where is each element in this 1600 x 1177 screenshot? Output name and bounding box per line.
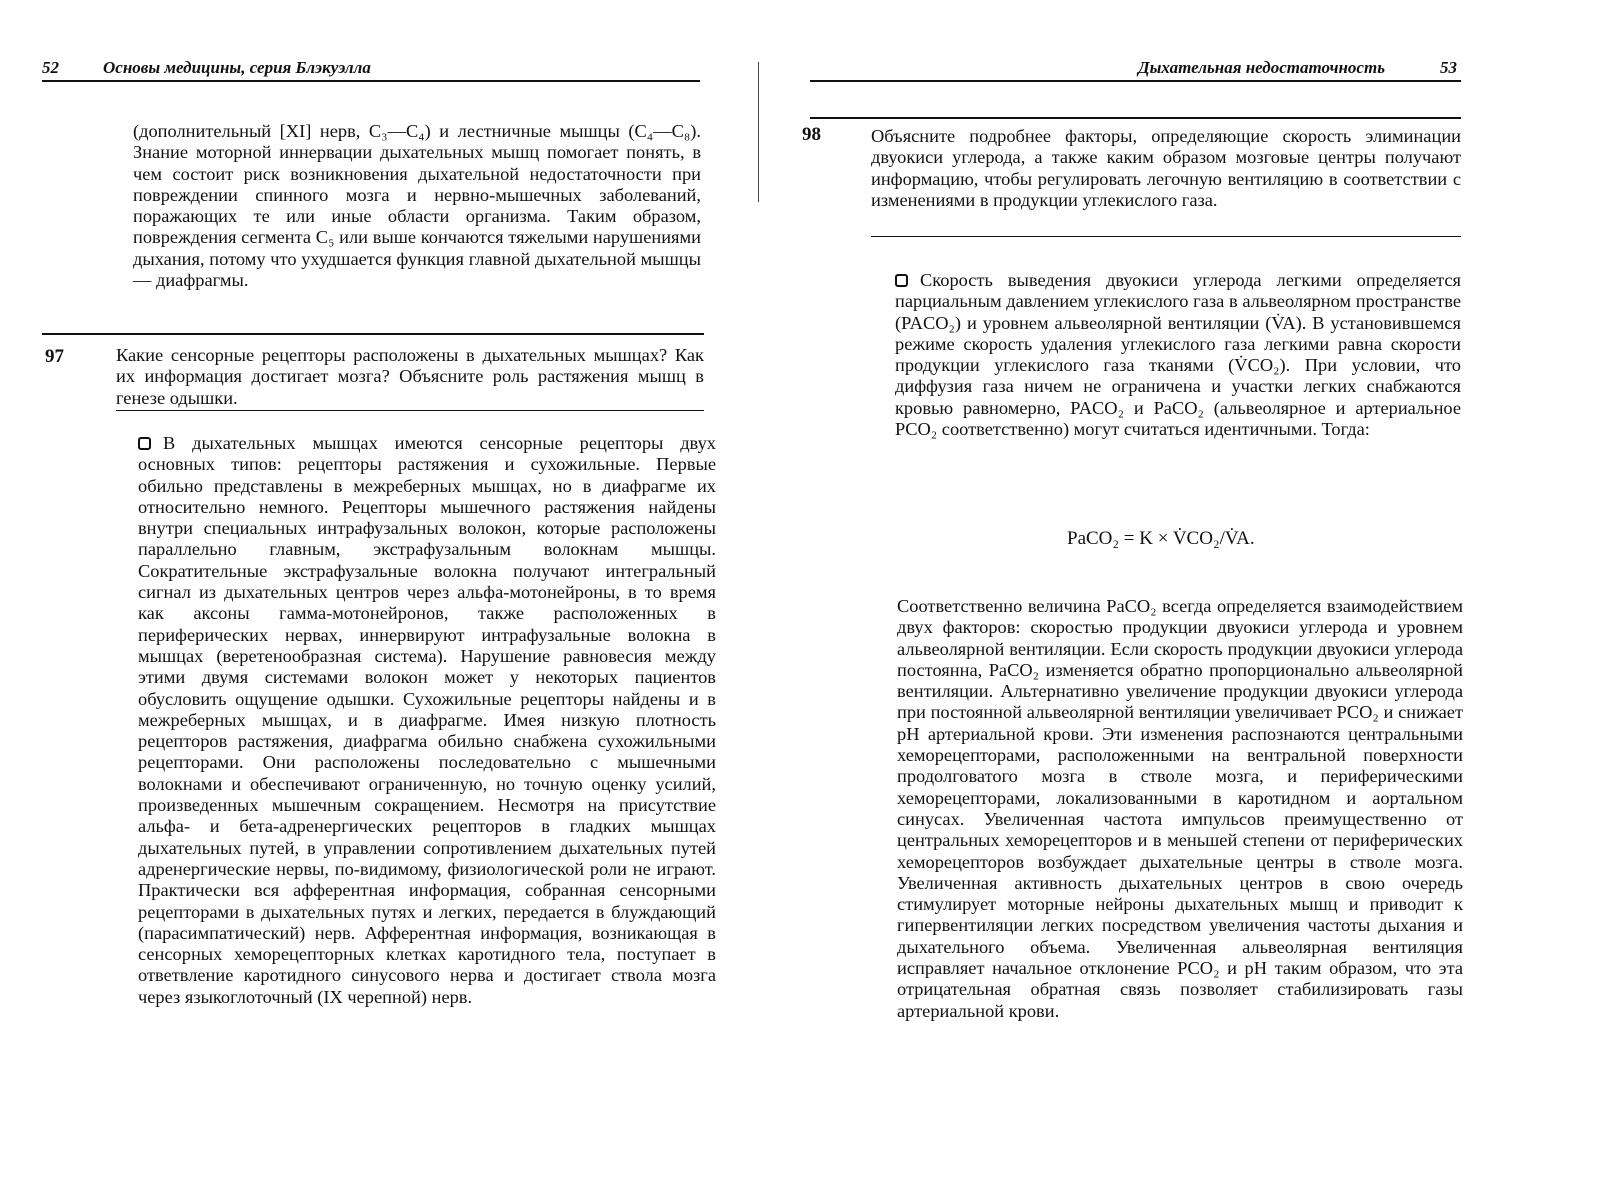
running-title: Основы медицины, серия Блэкуэлла <box>103 58 371 77</box>
question-number: 98 <box>802 124 821 145</box>
answer-intro <box>895 270 1461 440</box>
question-number: 97 <box>45 346 64 367</box>
question-bottom-rule <box>871 236 1461 237</box>
answer-text <box>138 433 716 1008</box>
answer-intro-text: Скорость выведения двуокиси углерода легкими определяется парциальным давлением углекислого газа в альвеолярном пространстве (PACO₂) и уровнем альвеолярной вентиляции (V̇A). В установившемся режиме скорость удаления углекислого газа легкими равна скорости продукции углекислого газа тканями (V̇CO₂). При условии, что диффузия газа ничем не ограничена и участки легких снабжаются кровью равномерно, PACO₂ и PaCO₂ (альвеолярное и артериальное PCO₂ соответственно) могут считаться идентичными. Тогда: <box>895 270 1461 440</box>
page-number: 52 <box>42 58 59 77</box>
header-rule <box>42 80 700 82</box>
answer-body: В дыхательных мышцах имеются сенсорные рецепторы двух основных типов: рецепторы растяжения и сухожильные. Первые обильно представлены в межреберных мышцах, но в диафрагме их относительно немного. Рецепторы мышечного растяжения найдены внутри специальных интрафузальных волокон, которые расположены параллельно главным, экстрафузальным волокнам мышцы. Сократительные экстрафузальные волокна получают интегральный сигнал из дыхательных центров через альфа-мотонейроны, в то время как аксоны гамма-мотонейронов, также расположенных в периферических нервах, иннервируют интрафузальные волокна в мышцах (веретенообразная система). Нарушение равновесия между этими двумя системами волокон может у некоторых пациентов обусловить ощущение одышки. Сухожильные рецепторы найдены и в межреберных мышцах, и в диафрагме. Имея низкую плотность рецепторов растяжения, диафрагма обильно снабжена сухожильными рецепторами. Они расположены последовательно с мышечными волокнами и обеспечивают ограниченную, но точную оценку усилий, произведенных мышечным сокращением. Несмотря на присутствие альфа- и бета-адренергических рецепторов в гладких мышцах дыхательных путей, в управлении сопротивлением дыхательных путей адренергические нервы, по-видимому, физиологической роли не играют. Практически вся афферентная информация, собранная сенсорными рецепторами в дыхательных путях и легких, передается в блуждающий (парасимпатический) нерв. Афферентная информация, возникающая в сенсорных хеморецепторных клетках каротидного тела, поступает в ответвление каротидного синусового нерва и достигает ствола мозга через языкоглоточный (IX черепной) нерв. <box>138 433 716 1007</box>
answer-checkbox-icon <box>895 274 908 287</box>
question-bottom-rule <box>116 410 704 411</box>
question-top-rule <box>42 333 704 335</box>
page-number: 53 <box>1440 58 1457 77</box>
right-page <box>800 0 1600 1177</box>
answer-body: Соответственно величина PaCO₂ всегда определяется взаимодействием двух факторов: скоростью продукции двуокиси углерода и уровнем альвеолярной вентиляции. Если скорость продукции двуокиси углерода постоянна, PaCO₂ изменяется обратно пропорционально альвеолярной вентиляции. Альтернативно увеличение продукции двуокиси углерода при постоянной альвеолярной вентиляции увеличивает PCO₂ и снижает pH артериальной крови. Эти изменения распознаются центральными хеморецепторами, расположенными на вентральной поверхности продолговатого мозга в стволе мозга, и периферическими хеморецепторами, локализованными в каротидном и аортальном синусах. Увеличенная частота импульсов преимущественно от центральных хеморецепторов и в меньшей степени от периферических хеморецепторов возбуждает дыхательные центры в стволе мозга. Увеличенная активность дыхательных центров в свою очередь стимулирует моторные нейроны дыхательных мышц и приводит к гипервентиляции легких посредством увеличения частоты дыхания и дыхательного объема. Увеличенная альвеолярная вентиляция исправляет начальное отклонение PCO₂ и pH таким образом, что эта отрицательная обратная связь позволяет стабилизировать газы артериальной крови. <box>897 596 1463 1021</box>
left-page <box>0 0 780 1177</box>
page-gutter-line <box>758 62 759 202</box>
header-rule <box>810 80 1461 82</box>
continued-paragraph: (дополнительный [XI] нерв, C₃—C₄) и лестничные мышцы (C₄—C₈). Знание моторной иннервации дыхательных мышц помогает понять, в чем состоит риск возникновения дыхательной недостаточности при повреждении спинного мозга и нервно-мышечных заболеваний, поражающих те или иные области организма. Таким образом, повреждения сегмента C₅ или выше кончаются тяжелыми нарушениями дыхания, потому что ухудшается функция главной дыхательной мышцы — диафрагмы. <box>133 121 701 291</box>
running-title: Дыхательная недостаточность <box>1138 58 1385 77</box>
answer-checkbox-icon <box>138 437 151 450</box>
question-text: Объясните подробнее факторы, определяющие скорость элиминации двуокиси углерода, а также каким образом мозговые центры получают информацию, чтобы регулировать легочную вентиляцию в соответствии с изменениями в продукции углекислого газа. <box>871 126 1461 210</box>
formula: PaCO₂ = K × V̇CO₂/V̇A. <box>1067 528 1255 549</box>
question-top-rule <box>810 117 1461 119</box>
question-text: Какие сенсорные рецепторы расположены в дыхательных мышцах? Как их информация достигает мозга? Объясните роль растяжения мышц в генезе одышки. <box>116 345 704 408</box>
